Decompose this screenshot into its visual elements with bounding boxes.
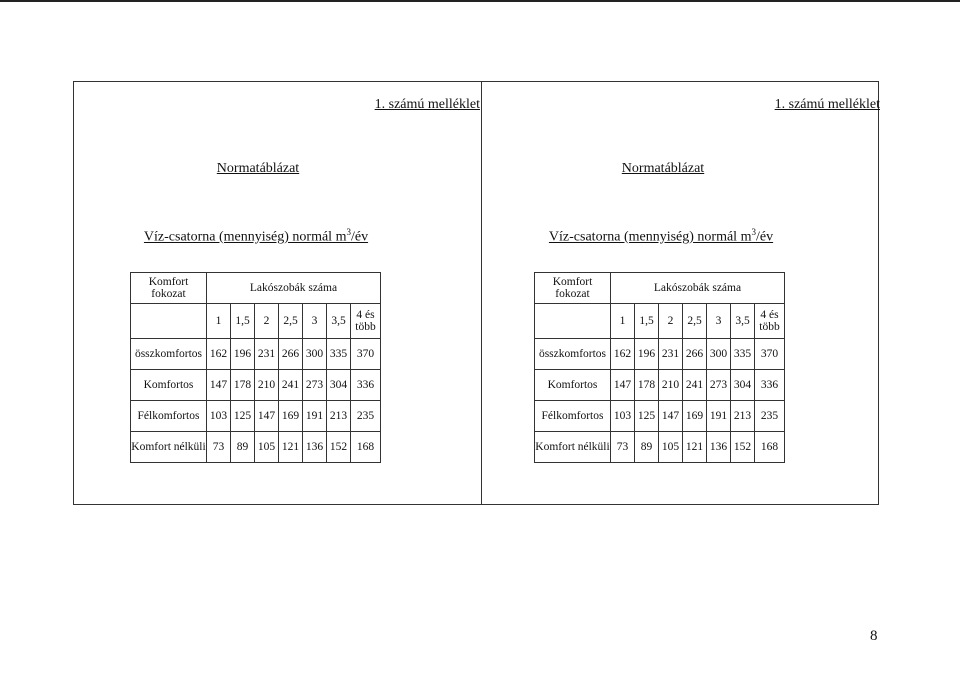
subtitle-prefix: Víz-csatorna (mennyiség) normál m <box>548 229 752 245</box>
table-row <box>131 432 381 463</box>
table-cell: 125 <box>635 401 659 432</box>
attachment-label: 1. számú melléklet <box>774 97 880 112</box>
subtitle-superscript: 3 <box>346 227 351 237</box>
table-cell: 178 <box>635 370 659 401</box>
table-cell: 266 <box>683 339 707 370</box>
subtitle-suffix: /év <box>350 229 369 245</box>
table-cell: 152 <box>327 432 351 463</box>
table-cell: 235 <box>351 401 381 432</box>
blank-header-cell <box>535 304 611 339</box>
table-row <box>535 401 785 432</box>
table-cell: 147 <box>207 370 231 401</box>
table-cell: 196 <box>635 339 659 370</box>
table-row <box>535 339 785 370</box>
table-cell: 273 <box>303 370 327 401</box>
table-cell: 152 <box>731 432 755 463</box>
table-cell: 169 <box>683 401 707 432</box>
table-cell: 73 <box>611 432 635 463</box>
table-cell: 103 <box>207 401 231 432</box>
right-page <box>482 81 882 505</box>
row-label: Komfort nélküli <box>535 432 611 463</box>
row-label: Komfortos <box>535 370 611 401</box>
row-label: összkomfortos <box>131 339 207 370</box>
subtitle-prefix: Víz-csatorna (mennyiség) normál m <box>143 229 347 245</box>
left-page <box>74 81 480 505</box>
table-row <box>131 370 381 401</box>
room-count: 3,5 <box>327 304 351 339</box>
comfort-level-header: Komfort fokozat <box>131 273 207 304</box>
table-cell: 213 <box>731 401 755 432</box>
table-cell: 191 <box>707 401 731 432</box>
room-count: 3 <box>707 304 731 339</box>
table-cell: 210 <box>255 370 279 401</box>
table-cell: 336 <box>755 370 785 401</box>
table-cell: 125 <box>231 401 255 432</box>
table-cell: 196 <box>231 339 255 370</box>
table-cell: 336 <box>351 370 381 401</box>
table-cell: 136 <box>303 432 327 463</box>
table-cell: 370 <box>755 339 785 370</box>
normatable-title: Normatáblázat <box>621 161 705 176</box>
row-label: Komfortos <box>131 370 207 401</box>
row-label: Félkomfortos <box>131 401 207 432</box>
table-cell: 121 <box>279 432 303 463</box>
room-count: 4 és több <box>351 304 381 339</box>
room-count: 1 <box>207 304 231 339</box>
row-label: összkomfortos <box>535 339 611 370</box>
table-cell: 241 <box>683 370 707 401</box>
room-count: 2 <box>659 304 683 339</box>
table-cell: 136 <box>707 432 731 463</box>
table-cell: 178 <box>231 370 255 401</box>
table-cell: 168 <box>755 432 785 463</box>
table-cell: 335 <box>327 339 351 370</box>
table-cell: 162 <box>207 339 231 370</box>
table-cell: 210 <box>659 370 683 401</box>
table-cell: 162 <box>611 339 635 370</box>
room-count: 3,5 <box>731 304 755 339</box>
comfort-level-header: Komfort fokozat <box>535 273 611 304</box>
room-count: 2,5 <box>279 304 303 339</box>
room-count: 2 <box>255 304 279 339</box>
table-cell: 105 <box>255 432 279 463</box>
room-count: 1,5 <box>635 304 659 339</box>
norm-table <box>534 272 785 463</box>
table-cell: 304 <box>731 370 755 401</box>
table-cell: 266 <box>279 339 303 370</box>
table-cell: 304 <box>327 370 351 401</box>
table-cell: 73 <box>207 432 231 463</box>
table-cell: 231 <box>659 339 683 370</box>
table-cell: 89 <box>635 432 659 463</box>
table-cell: 89 <box>231 432 255 463</box>
row-label: Félkomfortos <box>535 401 611 432</box>
table-cell: 168 <box>351 432 381 463</box>
room-count: 1,5 <box>231 304 255 339</box>
table-cell: 147 <box>255 401 279 432</box>
table-cell: 300 <box>707 339 731 370</box>
table-row <box>131 401 381 432</box>
room-count: 1 <box>611 304 635 339</box>
table-cell: 235 <box>755 401 785 432</box>
table-row <box>535 432 785 463</box>
subtitle <box>56 227 456 246</box>
table-cell: 273 <box>707 370 731 401</box>
row-label: Komfort nélküli <box>131 432 207 463</box>
table-cell: 169 <box>279 401 303 432</box>
room-count: 2,5 <box>683 304 707 339</box>
room-count: 3 <box>303 304 327 339</box>
table-cell: 213 <box>327 401 351 432</box>
table-cell: 241 <box>279 370 303 401</box>
table-cell: 147 <box>611 370 635 401</box>
room-count-header: Lakószobák száma <box>207 273 381 304</box>
table-row <box>131 339 381 370</box>
table-cell: 300 <box>303 339 327 370</box>
table-cell: 231 <box>255 339 279 370</box>
blank-header-cell <box>131 304 207 339</box>
subtitle-superscript: 3 <box>751 227 756 237</box>
subtitle-suffix: /év <box>755 229 774 245</box>
table-cell: 370 <box>351 339 381 370</box>
room-count-header: Lakószobák száma <box>611 273 785 304</box>
top-border-line <box>0 0 960 2</box>
table-cell: 335 <box>731 339 755 370</box>
table-cell: 103 <box>611 401 635 432</box>
table-cell: 147 <box>659 401 683 432</box>
attachment-label: 1. számú melléklet <box>374 97 480 112</box>
page-number: 8 <box>870 628 878 644</box>
table-cell: 105 <box>659 432 683 463</box>
norm-table <box>130 272 381 463</box>
table-cell: 191 <box>303 401 327 432</box>
table-cell: 121 <box>683 432 707 463</box>
room-count: 4 és több <box>755 304 785 339</box>
normatable-title: Normatáblázat <box>216 161 300 176</box>
table-row <box>535 370 785 401</box>
subtitle <box>461 227 861 246</box>
